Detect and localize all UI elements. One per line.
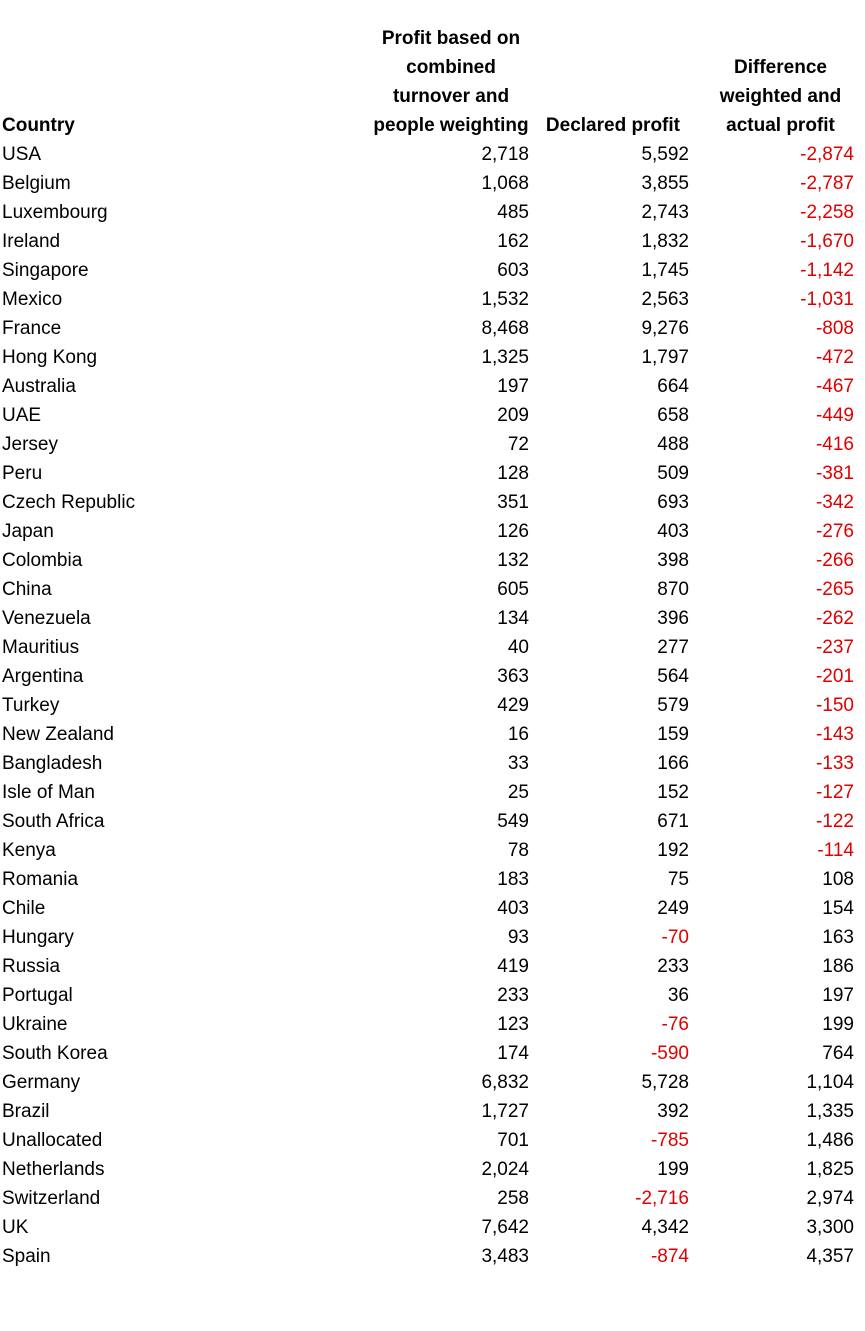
declared-profit-cell: 398	[657, 550, 689, 571]
table-row	[2, 952, 857, 981]
declared-profit-cell: -76	[661, 1014, 689, 1035]
table-row	[2, 430, 857, 459]
difference-cell: -122	[815, 811, 854, 832]
difference-cell: -1,031	[800, 289, 854, 310]
weighted-profit-cell: 429	[497, 695, 529, 716]
table-row	[2, 1213, 857, 1242]
table-row	[2, 778, 857, 807]
country-cell: Belgium	[2, 173, 71, 194]
country-cell: China	[2, 579, 52, 600]
table-row	[2, 749, 857, 778]
table-row	[2, 1126, 857, 1155]
declared-profit-cell: 199	[657, 1159, 689, 1180]
weighted-profit-cell: 701	[497, 1130, 529, 1151]
weighted-profit-cell: 40	[507, 637, 529, 658]
difference-cell: -262	[815, 608, 854, 629]
difference-cell: -276	[815, 521, 854, 542]
country-cell: Jersey	[2, 434, 58, 455]
weighted-profit-cell: 549	[497, 811, 529, 832]
declared-profit-cell: 870	[657, 579, 689, 600]
weighted-profit-cell: 2,718	[481, 144, 529, 165]
declared-profit-cell: -590	[650, 1043, 689, 1064]
difference-cell: 186	[822, 956, 854, 977]
table-row	[2, 633, 857, 662]
difference-cell: -150	[815, 695, 854, 716]
declared-profit-cell: 5,728	[641, 1072, 689, 1093]
weighted-profit-cell: 605	[497, 579, 529, 600]
weighted-profit-cell: 8,468	[481, 318, 529, 339]
table-row	[2, 691, 857, 720]
table-body	[2, 140, 857, 1271]
weighted-profit-cell: 363	[497, 666, 529, 687]
table-row	[2, 256, 857, 285]
declared-profit-cell: 693	[657, 492, 689, 513]
difference-cell: -342	[815, 492, 854, 513]
country-cell: Netherlands	[2, 1159, 105, 1180]
country-cell: Chile	[2, 898, 46, 919]
weighted-profit-cell: 7,642	[481, 1217, 529, 1238]
weighted-profit-cell: 233	[497, 985, 529, 1006]
table-row	[2, 662, 857, 691]
country-cell: Peru	[2, 463, 43, 484]
weighted-profit-cell: 603	[497, 260, 529, 281]
table-row	[2, 807, 857, 836]
country-cell: France	[2, 318, 62, 339]
weighted-profit-cell: 258	[497, 1188, 529, 1209]
table-row	[2, 981, 857, 1010]
declared-profit-cell: 152	[657, 782, 689, 803]
country-cell: Russia	[2, 956, 61, 977]
difference-cell: 163	[822, 927, 854, 948]
difference-cell: 197	[822, 985, 854, 1006]
weighted-profit-cell: 1,068	[481, 173, 529, 194]
weighted-profit-cell: 174	[497, 1043, 529, 1064]
declared-profit-cell: 509	[657, 463, 689, 484]
country-cell: Kenya	[2, 840, 56, 861]
country-cell: Czech Republic	[2, 492, 136, 513]
table-row	[2, 401, 857, 430]
table-row	[2, 488, 857, 517]
difference-cell: -143	[815, 724, 854, 745]
difference-cell: 1,486	[806, 1130, 854, 1151]
difference-cell: -808	[815, 318, 854, 339]
country-cell: Singapore	[2, 260, 89, 281]
country-cell: Switzerland	[2, 1188, 101, 1209]
declared-profit-cell: 396	[657, 608, 689, 629]
table-row	[2, 1039, 857, 1068]
table-row	[2, 1184, 857, 1213]
table-row	[2, 720, 857, 749]
table-row	[2, 140, 857, 169]
difference-cell: 199	[822, 1014, 854, 1035]
difference-cell: -2,874	[800, 144, 854, 165]
country-cell: Luxembourg	[2, 202, 108, 223]
declared-profit-cell: 579	[657, 695, 689, 716]
country-cell: Australia	[2, 376, 76, 397]
table-row	[2, 314, 857, 343]
declared-profit-cell: 5,592	[641, 144, 689, 165]
weighted-profit-cell: 485	[497, 202, 529, 223]
declared-profit-cell: 75	[667, 869, 689, 890]
table-header	[2, 24, 857, 140]
table-row	[2, 343, 857, 372]
difference-cell: -265	[815, 579, 854, 600]
weighted-profit-cell: 25	[507, 782, 529, 803]
weighted-profit-cell: 16	[507, 724, 529, 745]
table-row	[2, 227, 857, 256]
weighted-profit-cell: 33	[507, 753, 529, 774]
country-cell: Ireland	[2, 231, 61, 252]
declared-profit-cell: 2,743	[641, 202, 689, 223]
declared-profit-cell: 233	[657, 956, 689, 977]
table-row	[2, 546, 857, 575]
difference-cell: -133	[815, 753, 854, 774]
weighted-profit-cell: 6,832	[481, 1072, 529, 1093]
difference-cell: -127	[815, 782, 854, 803]
table-row	[2, 198, 857, 227]
table-row	[2, 575, 857, 604]
difference-cell: 4,357	[806, 1246, 854, 1267]
declared-profit-cell: -874	[650, 1246, 689, 1267]
difference-cell: -472	[815, 347, 854, 368]
country-cell: South Korea	[2, 1043, 108, 1064]
table-row	[2, 517, 857, 546]
country-cell: Germany	[2, 1072, 81, 1093]
difference-cell: -381	[815, 463, 854, 484]
table-row	[2, 372, 857, 401]
weighted-profit-cell: 72	[507, 434, 529, 455]
difference-cell: -266	[815, 550, 854, 571]
declared-profit-cell: -70	[661, 927, 689, 948]
weighted-profit-cell: 419	[497, 956, 529, 977]
table-row	[2, 1010, 857, 1039]
header-country: Country	[2, 115, 75, 136]
difference-cell: -449	[815, 405, 854, 426]
declared-profit-cell: 1,832	[641, 231, 689, 252]
difference-cell: 154	[822, 898, 854, 919]
declared-profit-cell: 249	[657, 898, 689, 919]
difference-cell: -2,258	[800, 202, 854, 223]
declared-profit-cell: -785	[650, 1130, 689, 1151]
declared-profit-cell: 36	[667, 985, 689, 1006]
table-row	[2, 604, 857, 633]
country-cell: Isle of Man	[2, 782, 95, 803]
country-cell: Brazil	[2, 1101, 50, 1122]
difference-cell: -416	[815, 434, 854, 455]
country-cell: Romania	[2, 869, 79, 890]
country-cell: South Africa	[2, 811, 105, 832]
declared-profit-cell: 166	[657, 753, 689, 774]
country-cell: Ukraine	[2, 1014, 68, 1035]
table-row	[2, 1155, 857, 1184]
difference-cell: -114	[817, 840, 854, 861]
weighted-profit-cell: 197	[497, 376, 529, 397]
weighted-profit-cell: 132	[497, 550, 529, 571]
difference-cell: -1,142	[800, 260, 854, 281]
weighted-profit-cell: 351	[497, 492, 529, 513]
table-row	[2, 836, 857, 865]
difference-cell: 764	[822, 1043, 854, 1064]
difference-cell: 3,300	[806, 1217, 854, 1238]
weighted-profit-cell: 134	[497, 608, 529, 629]
difference-cell: -1,670	[800, 231, 854, 252]
table-row	[2, 1242, 857, 1271]
declared-profit-cell: 392	[657, 1101, 689, 1122]
weighted-profit-cell: 209	[497, 405, 529, 426]
difference-cell: -467	[815, 376, 854, 397]
table-row	[2, 923, 857, 952]
declared-profit-cell: -2,716	[635, 1188, 689, 1209]
country-cell: Hungary	[2, 927, 74, 948]
country-cell: Portugal	[2, 985, 73, 1006]
header-difference: Difference weighted and actual profit	[719, 57, 842, 136]
country-cell: UK	[2, 1217, 29, 1238]
declared-profit-cell: 403	[657, 521, 689, 542]
country-cell: New Zealand	[2, 724, 114, 745]
country-cell: Hong Kong	[2, 347, 98, 368]
table-row	[2, 1097, 857, 1126]
country-cell: USA	[2, 144, 42, 165]
declared-profit-cell: 671	[657, 811, 689, 832]
table-row	[2, 459, 857, 488]
declared-profit-cell: 277	[657, 637, 689, 658]
weighted-profit-cell: 162	[497, 231, 529, 252]
difference-cell: 108	[822, 869, 854, 890]
weighted-profit-cell: 1,727	[481, 1101, 529, 1122]
weighted-profit-cell: 93	[507, 927, 529, 948]
country-cell: Mexico	[2, 289, 63, 310]
declared-profit-cell: 9,276	[641, 318, 689, 339]
declared-profit-cell: 192	[657, 840, 689, 861]
declared-profit-cell: 658	[657, 405, 689, 426]
weighted-profit-cell: 2,024	[481, 1159, 529, 1180]
declared-profit-cell: 564	[657, 666, 689, 687]
declared-profit-cell: 3,855	[641, 173, 689, 194]
difference-cell: 1,825	[806, 1159, 854, 1180]
country-cell: Venezuela	[2, 608, 91, 629]
country-cell: Argentina	[2, 666, 84, 687]
profit-table	[2, 24, 857, 1271]
difference-cell: 1,335	[806, 1101, 854, 1122]
weighted-profit-cell: 126	[497, 521, 529, 542]
declared-profit-cell: 4,342	[641, 1217, 689, 1238]
difference-cell: -237	[815, 637, 854, 658]
header-row	[2, 24, 857, 140]
difference-cell: -201	[815, 666, 854, 687]
declared-profit-cell: 1,797	[641, 347, 689, 368]
weighted-profit-cell: 123	[497, 1014, 529, 1035]
weighted-profit-cell: 1,532	[481, 289, 529, 310]
table-row	[2, 285, 857, 314]
weighted-profit-cell: 78	[507, 840, 529, 861]
difference-cell: 1,104	[806, 1072, 854, 1093]
weighted-profit-cell: 128	[497, 463, 529, 484]
weighted-profit-cell: 403	[497, 898, 529, 919]
country-cell: Japan	[2, 521, 54, 542]
declared-profit-cell: 159	[657, 724, 689, 745]
header-weighted-profit: Profit based on combined turnover and people weighting	[373, 28, 529, 136]
declared-profit-cell: 2,563	[641, 289, 689, 310]
table-row	[2, 169, 857, 198]
difference-cell: 2,974	[806, 1188, 854, 1209]
difference-cell: -2,787	[800, 173, 854, 194]
table-row	[2, 894, 857, 923]
header-declared-profit: Declared profit	[545, 115, 680, 136]
declared-profit-cell: 1,745	[641, 260, 689, 281]
country-cell: Bangladesh	[2, 753, 103, 774]
country-cell: UAE	[2, 405, 42, 426]
country-cell: Colombia	[2, 550, 83, 571]
weighted-profit-cell: 3,483	[481, 1246, 529, 1267]
table-row	[2, 865, 857, 894]
country-cell: Spain	[2, 1246, 51, 1267]
declared-profit-cell: 488	[657, 434, 689, 455]
country-cell: Turkey	[2, 695, 60, 716]
weighted-profit-cell: 183	[497, 869, 529, 890]
country-cell: Unallocated	[2, 1130, 103, 1151]
country-cell: Mauritius	[2, 637, 80, 658]
weighted-profit-cell: 1,325	[481, 347, 529, 368]
table-row	[2, 1068, 857, 1097]
declared-profit-cell: 664	[657, 376, 689, 397]
